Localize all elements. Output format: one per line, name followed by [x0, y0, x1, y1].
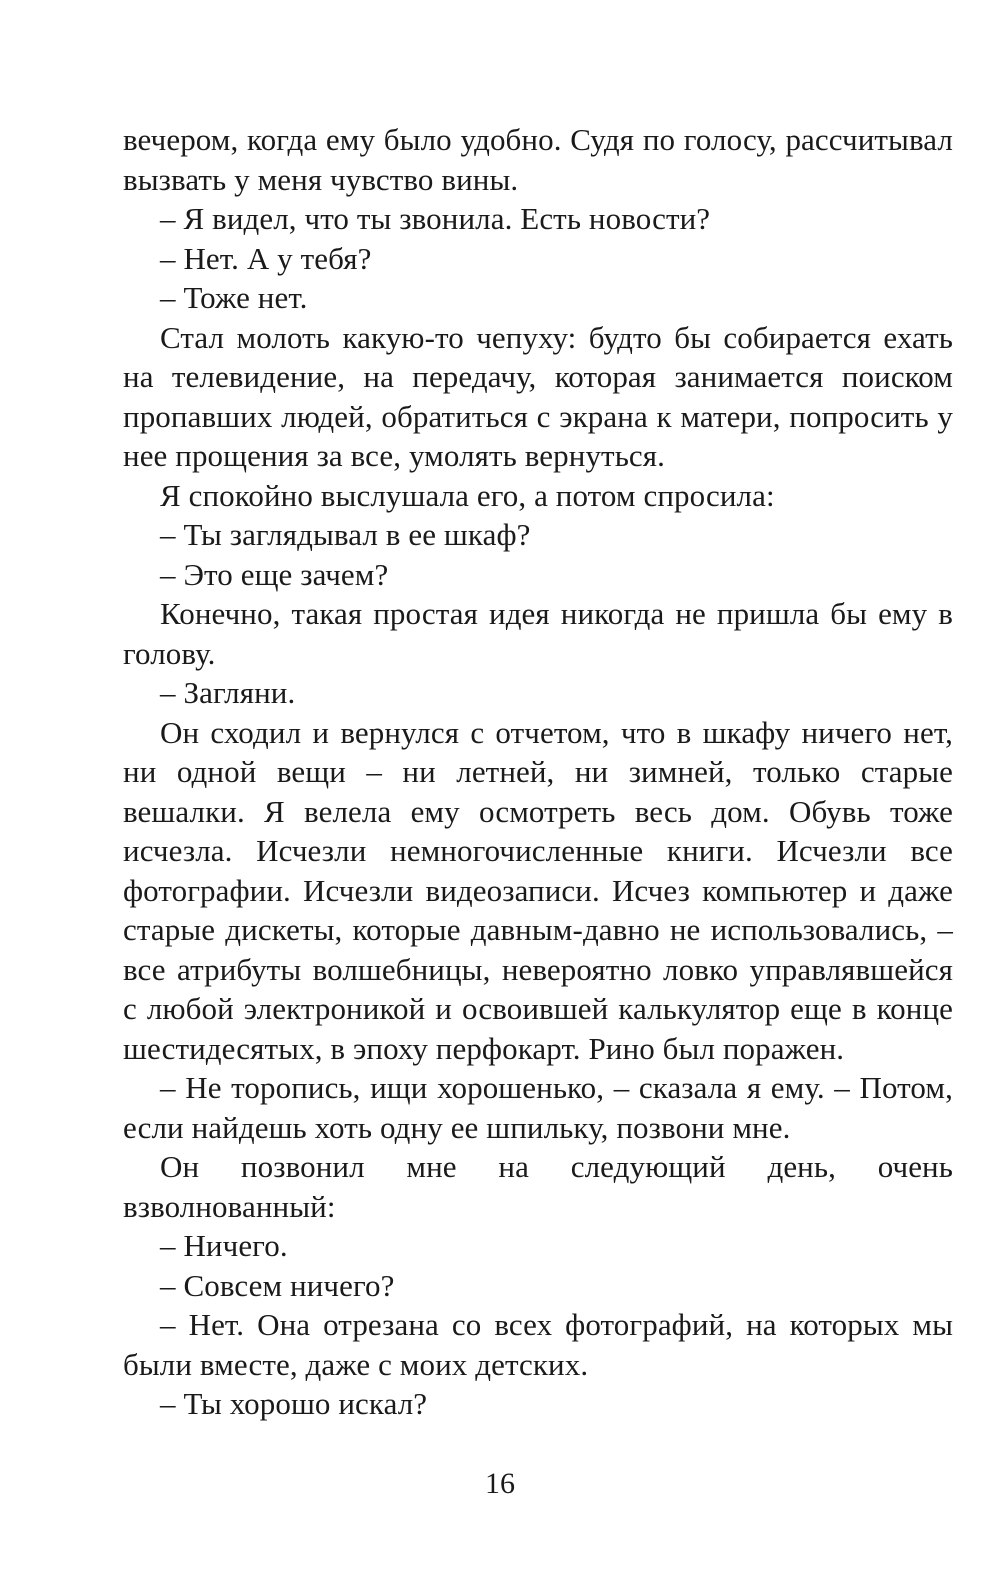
paragraph: Стал молоть какую-то чепуху: будто бы собирается ехать на телевидение, на передачу, которая занимается поиском пропавших людей, обратиться с экрана к матери, попросить у нее прощения за все, умолять вернуться. — [123, 319, 953, 473]
dialogue-line: – Ты заглядывал в ее шкаф? — [160, 517, 531, 552]
dialogue-line: – Тоже нет. — [160, 280, 308, 315]
page-number: 16 — [485, 1467, 515, 1500]
dialogue-line: – Нет. Она отрезана со всех фотографий, на которых мы были вместе, даже с моих детских. — [123, 1307, 953, 1382]
paragraph: Он сходил и вернулся с отчетом, что в шкафу ничего нет, ни одной вещи – ни летней, ни зимней, только старые вешалки. Я велела ему осмотреть весь дом. Обувь тоже исчезла. Исчезли немногочисленные книги. Исчезли все фотографии. Исчезли видеозаписи. Исчез компьютер и даже старые дискеты, которые давным-давно не использовались, – все атрибуты волшебницы, невероятно ловко управлявшейся с любой электроникой и освоившей калькулятор еще в конце шестидесятых, в эпоху перфокарт. Рино был поражен. — [123, 714, 953, 1066]
dialogue-line: – Ничего. — [160, 1228, 288, 1263]
paragraph: Конечно, такая простая идея никогда не пришла бы ему в голову. — [123, 596, 953, 671]
paragraph: Я спокойно выслушала его, а потом спросила: — [160, 477, 775, 513]
dialogue-line: – Нет. А у тебя? — [160, 240, 372, 276]
dialogue-line: – Загляни. — [160, 675, 296, 710]
paragraph: Он позвонил мне на следующий день, очень взволнованный: — [123, 1149, 953, 1224]
dialogue-line: – Я видел, что ты звонила. Есть новости? — [160, 201, 711, 236]
page-body — [123, 120, 953, 1424]
dialogue-line: – Это еще зачем? — [160, 556, 389, 592]
paragraph: вечером, когда ему было удобно. Судя по голосу, рассчитывал вызвать у меня чувство вины. — [123, 122, 953, 197]
dialogue-line: – Ты хорошо искал? — [160, 1386, 428, 1421]
dialogue-line: – Совсем ничего? — [160, 1267, 395, 1303]
dialogue-line: – Не торопись, ищи хорошенько, – сказала я ему. – Потом, если найдешь хоть одну ее шпильку, позвони мне. — [123, 1070, 953, 1145]
